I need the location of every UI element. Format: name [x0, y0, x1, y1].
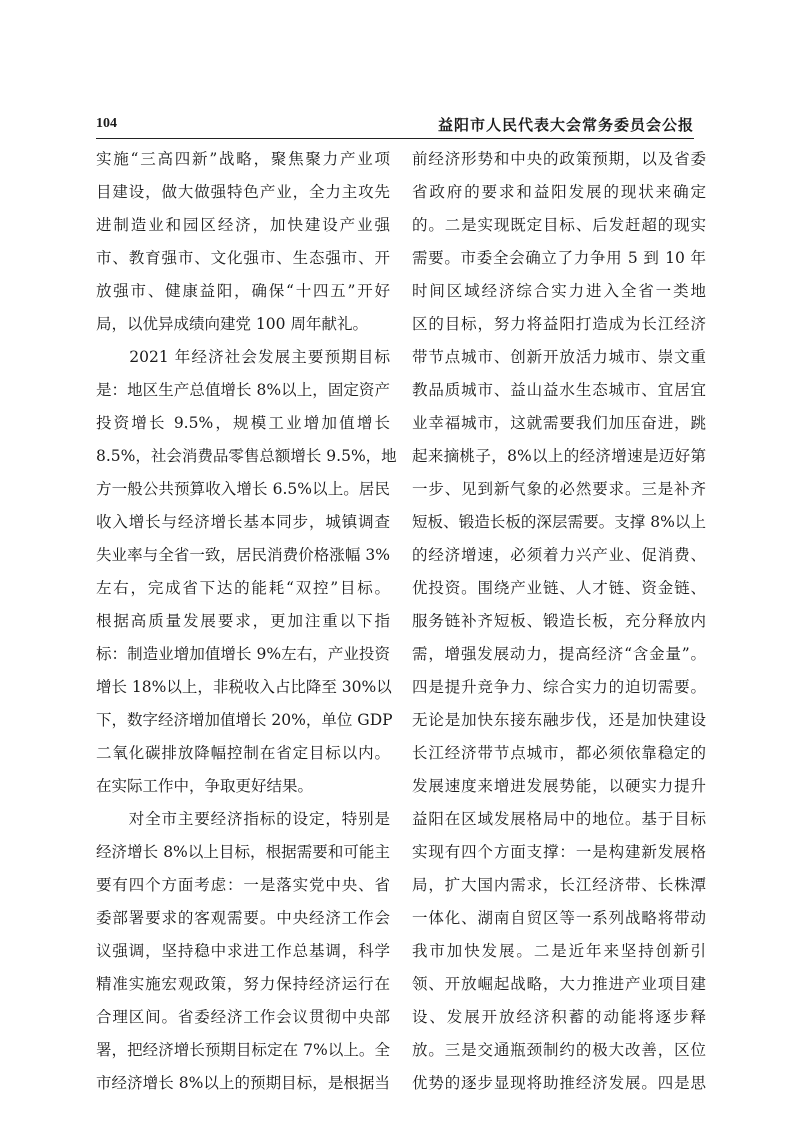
text-line: 放强市、健康益阳，确保“十四五”开好: [96, 282, 390, 300]
text-line: 委部署要求的客观需要。中央经济工作会: [96, 909, 390, 927]
text-line: 根据高质量发展要求，更加注重以下指: [96, 612, 390, 630]
text-line: 设、发展开放经济积蓄的动能将逐步释: [412, 1008, 706, 1026]
text-line: 前经济形势和中央的政策预期，以及省委: [412, 150, 706, 168]
text-line: 投资增长 9.5%，规模工业增加值增长: [96, 414, 390, 432]
text-line: 一体化、湖南自贸区等一系列战略将带动: [412, 909, 706, 927]
text-line: 失业率与全省一致，居民消费价格涨幅 3%: [96, 546, 390, 564]
text-line: 时间区域经济综合实力进入全省一类地: [412, 282, 706, 300]
text-line: 局，扩大国内需求，长江经济带、长株潭: [412, 876, 706, 894]
text-line: 署，把经济增长预期目标定在 7%以上。全: [96, 1041, 390, 1059]
text-line: 业幸福城市，这就需要我们加压奋进，跳: [412, 414, 706, 432]
journal-title: 益阳市人民代表大会常务委员会公报: [437, 116, 694, 134]
text-line: 起来摘桃子，8%以上的经济增速是迈好第: [412, 447, 706, 465]
text-line: 省政府的要求和益阳发展的现状来确定: [412, 183, 706, 201]
text-line: 方一般公共预算收入增长 6.5%以上。居民: [96, 480, 390, 498]
text-line: 发展速度来增进发展势能，以硬实力提升: [412, 777, 706, 795]
text-line: 四是提升竞争力、综合实力的迫切需要。: [412, 678, 706, 696]
text-line: 经济增长 8%以上目标，根据需要和可能主: [96, 843, 390, 861]
text-line: 合理区间。省委经济工作会议贯彻中央部: [96, 1008, 390, 1026]
text-line: 下，数字经济增加值增长 20%，单位 GDP: [96, 711, 393, 729]
text-line: 短板、锻造长板的深层需要。支撑 8%以上: [412, 513, 706, 531]
text-line: 对全市主要经济指标的设定，特别是: [96, 810, 390, 828]
text-line: 增长 18%以上，非税收入占比降至 30%以: [96, 678, 392, 696]
text-line: 收入增长与经济增长基本同步，城镇调查: [96, 513, 390, 531]
text-line: 议强调，坚持稳中求进工作总基调，科学: [96, 942, 390, 960]
text-line: 左右，完成省下达的能耗“双控”目标。: [96, 579, 390, 597]
text-line: 二氧化碳排放降幅控制在省定目标以内。: [96, 744, 390, 762]
text-line: 的经济增速，必须着力兴产业、促消费、: [412, 546, 706, 564]
page-header: [96, 112, 694, 139]
text-line: 优投资。围绕产业链、人才链、资金链、: [412, 579, 706, 597]
text-line: 需，增强发展动力，提高经济“含金量”。: [412, 645, 706, 663]
text-line: 服务链补齐短板、锻造长板，充分释放内: [412, 612, 706, 630]
text-line: 市、教育强市、文化强市、生态强市、开: [96, 249, 390, 267]
text-line: 在实际工作中，争取更好结果。: [96, 777, 314, 795]
text-line: 局，以优异成绩向建党 100 周年献礼。: [96, 315, 368, 333]
right-column: [412, 143, 706, 1092]
text-line: 我市加快发展。二是近年来坚持创新引: [412, 942, 706, 960]
text-line: 长江经济带节点城市，都必须依靠稳定的: [412, 744, 706, 762]
text-line: 实现有四个方面支撑：一是构建新发展格: [412, 843, 706, 861]
text-line: 优势的逐步显现将助推经济发展。四是思: [412, 1074, 706, 1092]
text-line: 的。二是实现既定目标、后发赶超的现实: [412, 216, 706, 234]
text-line: 进制造业和园区经济，加快建设产业强: [96, 216, 390, 234]
text-line: 区的目标，努力将益阳打造成为长江经济: [412, 315, 706, 333]
text-line: 带节点城市、创新开放活力城市、崇文重: [412, 348, 706, 366]
text-line: 2021 年经济社会发展主要预期目标: [96, 348, 390, 366]
text-line: 需要。市委全会确立了力争用 5 到 10 年: [412, 249, 706, 267]
text-line: 无论是加快东接东融步伐，还是加快建设: [412, 711, 706, 729]
text-line: 领、开放崛起战略，大力推进产业项目建: [412, 975, 706, 993]
text-line: 实施“三高四新”战略，聚焦聚力产业项: [96, 150, 390, 168]
text-line: 目建设，做大做强特色产业，全力主攻先: [96, 183, 390, 201]
text-line: 放。三是交通瓶颈制约的极大改善，区位: [412, 1041, 706, 1059]
left-column: [96, 143, 397, 1092]
text-line: 精准实施宏观政策，努力保持经济运行在: [96, 975, 390, 993]
page-number: 104: [96, 116, 117, 131]
text-line: 益阳在区域发展格局中的地位。基于目标: [412, 810, 706, 828]
text-line: 一步、见到新气象的必然要求。三是补齐: [412, 480, 706, 498]
text-line: 要有四个方面考虑：一是落实党中央、省: [96, 876, 390, 894]
text-line: 教品质城市、益山益水生态城市、宜居宜: [412, 381, 706, 399]
text-line: 市经济增长 8%以上的预期目标，是根据当: [96, 1074, 390, 1092]
text-line: 是：地区生产总值增长 8%以上，固定资产: [96, 381, 390, 399]
text-line: 8.5%，社会消费品零售总额增长 9.5%，地: [96, 447, 397, 465]
text-line: 标：制造业增加值增长 9%左右，产业投资: [96, 645, 390, 663]
